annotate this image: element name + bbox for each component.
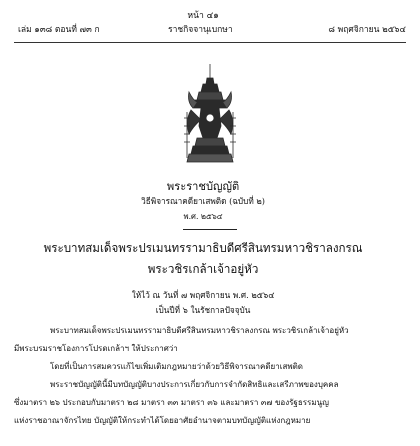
act-year: พ.ศ. ๒๕๖๔ bbox=[183, 212, 223, 221]
king-name-line-1: พระบาทสมเด็จพระปรเมนทรรามาธิบดีศรีสินทรมหาวชิราลงกรณ bbox=[43, 241, 363, 255]
act-subtitle: วิธีพิจารณาคดียาเสพติด (ฉบับที่ ๒) bbox=[141, 197, 265, 207]
page-number: หน้า ๔๑ bbox=[187, 11, 219, 21]
act-title: พระราชบัญญัติ bbox=[166, 179, 240, 193]
gazette-header bbox=[18, 26, 406, 38]
body-line: ซึ่งมาตรา ๒๖ ประกอบกับมาตรา ๒๘ มาตรา ๓๓ มาตรา ๓๖ และมาตรา ๓๗ ของรัฐธรรมนูญ bbox=[14, 398, 329, 407]
reign-year: เป็นปีที่ ๖ ในรัชกาลปัจจุบัน bbox=[155, 306, 251, 316]
given-date: ให้ไว้ ณ วันที่ ๗ พฤศจิกายน พ.ศ. ๒๕๖๔ bbox=[131, 291, 275, 301]
publication-date: ๘ พฤศจิกายน ๒๕๖๔ bbox=[328, 25, 406, 35]
title-divider bbox=[183, 229, 237, 230]
body-line: พระบาทสมเด็จพระปรเมนทรรามาธิบดีศรีสินทรมหาวชิราลงกรณ พระวชิรเกล้าเจ้าอยู่หัว bbox=[50, 326, 349, 335]
body-line: พระราชบัญญัตินี้มีบทบัญญัติบางประการเกี่ยวกับการจำกัดสิทธิและเสรีภาพของบุคคล bbox=[50, 380, 339, 389]
gazette-name: ราชกิจจานุเบกษา bbox=[168, 25, 233, 35]
body-line: โดยที่เป็นการสมควรแก้ไขเพิ่มเติมกฎหมายว่าด้วยวิธีพิจารณาคดียาเสพติด bbox=[50, 362, 303, 371]
header-divider bbox=[14, 42, 406, 43]
garuda-royal-emblem-icon bbox=[183, 62, 237, 166]
body-line: แห่งราชอาณาจักรไทย บัญญัติให้กระทำได้โดยอาศัยอำนาจตามบทบัญญัติแห่งกฎหมาย bbox=[14, 416, 311, 425]
body-line: มีพระบรมราชโองการโปรดเกล้าฯ ให้ประกาศว่า bbox=[14, 344, 178, 353]
volume-issue: เล่ม ๑๓๘ ตอนที่ ๗๓ ก bbox=[18, 25, 100, 35]
king-name-line-2: พระวชิรเกล้าเจ้าอยู่หัว bbox=[147, 262, 259, 276]
